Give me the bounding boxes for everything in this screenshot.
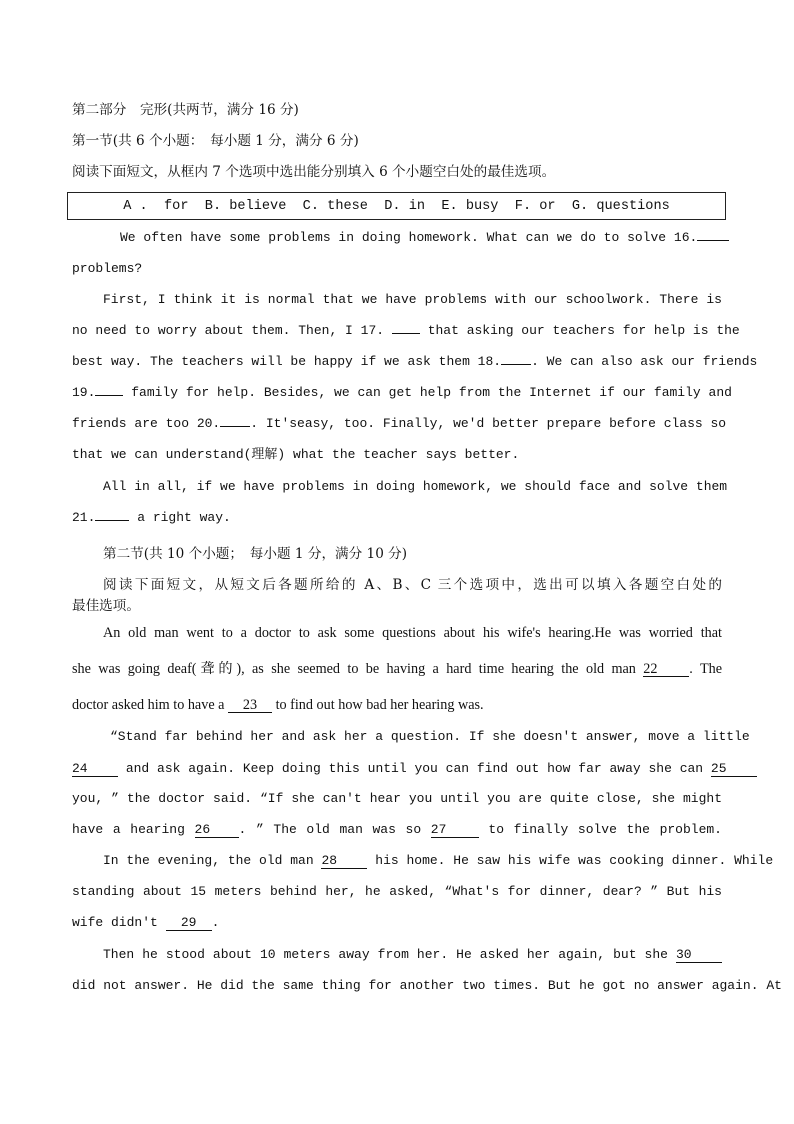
text: . <box>211 915 220 930</box>
text: wife didn't <box>72 915 158 930</box>
blank-17 <box>392 333 420 334</box>
p1-line-5 <box>72 353 758 371</box>
options-box: A . for B. believe C. these D. in E. busy F. or G. questions <box>67 192 726 220</box>
blank-21 <box>95 520 129 521</box>
blank-26: 26 <box>195 823 239 838</box>
blank-19 <box>95 395 123 396</box>
text: 21. <box>72 510 96 525</box>
p2-line-4: “Stand far behind her and ask her a question. If she doesn't answer, move a little <box>110 729 750 744</box>
p2-line-2 <box>72 660 722 678</box>
p2-line-12: did not answer. He did the same thing for another two times. But he got no answer again. At <box>72 978 782 993</box>
text: 19. <box>72 385 96 400</box>
blank-23: 23 <box>228 698 272 713</box>
p2-line-8 <box>103 852 774 870</box>
blank-16 <box>697 240 729 241</box>
text: that asking our teachers for help is the <box>427 323 740 338</box>
text: friends are too 20. <box>72 416 221 431</box>
p1-line-9: All in all, if we have problems in doing homework, we should face and solve them <box>103 479 728 494</box>
blank-22: 22 <box>643 662 689 677</box>
p1-line-10 <box>72 509 722 527</box>
text: to finally solve the problem. <box>488 822 722 837</box>
blank-25: 25 <box>711 762 757 777</box>
text: doctor asked him to have a <box>72 697 225 713</box>
blank-29: 29 <box>166 916 212 931</box>
text: a right way. <box>137 510 231 525</box>
p1-line-1 <box>120 229 722 247</box>
p1-line-2: problems? <box>72 261 143 276</box>
p2-line-7 <box>72 821 722 839</box>
text: . We can also ask our friends <box>531 354 758 369</box>
blank-20 <box>220 426 250 427</box>
blank-18 <box>501 364 531 365</box>
section1-heading: 第一节(共 6 个小题： 每小题 1 分，满分 6 分) <box>72 133 359 149</box>
blank-27: 27 <box>431 823 479 838</box>
p2-line-11 <box>103 946 722 964</box>
section2-instructions-1: 阅读下面短文，从短文后各题所给的 A、B、C 三个选项中，选出可以填入各题空白处的 <box>103 577 722 593</box>
text: . The <box>689 661 722 677</box>
text: his home. He saw his wife was cooking dinner. While <box>375 853 774 868</box>
p1-line-6 <box>72 384 732 402</box>
text: to find out how bad her hearing was. <box>275 697 484 713</box>
text: best way. The teachers will be happy if we ask them 18. <box>72 354 502 369</box>
p2-line-9: standing about 15 meters behind her, he asked, “What's for dinner, dear? ” But his <box>72 884 722 899</box>
text: We often have some problems in doing homework. What can we do to solve 16. <box>120 230 698 245</box>
p1-line-3: First, I think it is normal that we have problems with our schoolwork. There is <box>103 292 722 307</box>
text: . ” The old man was so <box>238 822 422 837</box>
p1-line-8: that we can understand(理解) what the teacher says better. <box>72 447 520 462</box>
blank-28: 28 <box>321 854 367 869</box>
p1-line-7 <box>72 415 727 433</box>
text: family for help. Besides, we can get help from the Internet if our family and <box>131 385 732 400</box>
text: . It'seasy, too. Finally, we'd better prepare before class so <box>250 416 727 431</box>
text: she was going deaf(聋的), as she seemed to be having a hard time hearing the old man <box>72 661 636 677</box>
p2-line-1: An old man went to a doctor to ask some questions about his wife's hearing.He was worried that <box>103 625 722 641</box>
text: no need to worry about them. Then, I 17. <box>72 323 385 338</box>
p1-line-4 <box>72 322 740 340</box>
blank-30: 30 <box>676 948 722 963</box>
part-heading: 第二部分 完形(共两节，满分 16 分) <box>72 102 299 118</box>
text: have a hearing <box>72 822 185 837</box>
text: In the evening, the old man <box>103 853 314 868</box>
p2-line-6: you, ” the doctor said. “If she can't hear you until you are quite close, she might <box>72 791 722 806</box>
blank-24: 24 <box>72 762 118 777</box>
section2-heading: 第二节(共 10 个小题； 每小题 1 分，满分 10 分) <box>103 546 408 562</box>
p2-line-10 <box>72 914 722 932</box>
text: Then he stood about 10 meters away from her. He asked her again, but she <box>103 947 668 962</box>
p2-line-3 <box>72 696 722 714</box>
section1-instructions: 阅读下面短文，从框内 7 个选项中选出能分别填入 6 个小题空白处的最佳选项。 <box>72 164 556 180</box>
p2-line-5 <box>72 760 727 778</box>
section2-instructions-2: 最佳选项。 <box>72 598 140 614</box>
text: and ask again. Keep doing this until you can find out how far away she can <box>125 761 704 776</box>
